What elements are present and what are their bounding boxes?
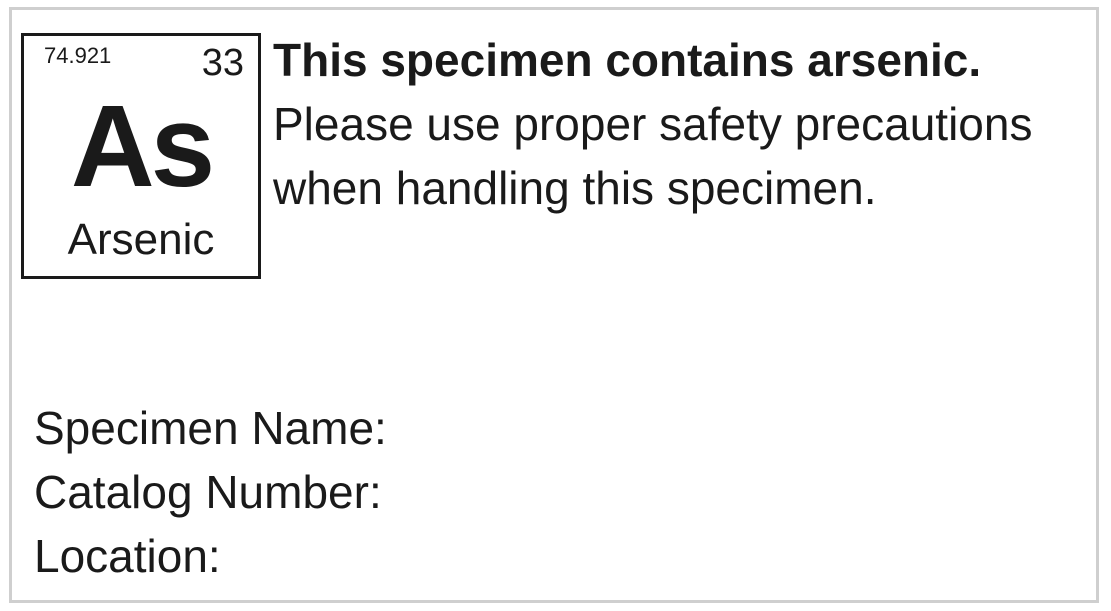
specimen-name-field-label: Specimen Name: [34, 402, 387, 454]
element-symbol: As [70, 81, 212, 211]
specimen-fields [34, 396, 387, 588]
warning-text-block [273, 28, 1093, 220]
periodic-element-tile [21, 33, 261, 279]
warning-headline: This specimen contains arsenic. [273, 34, 982, 86]
element-name: Arsenic [67, 215, 215, 264]
safety-instruction: Please use proper safety precautions when handling this specimen. [273, 98, 1033, 214]
catalog-number-field-label: Catalog Number: [34, 466, 382, 518]
atomic-mass: 74.921 [44, 43, 112, 68]
location-field-label: Location: [34, 530, 221, 582]
atomic-number: 33 [201, 42, 244, 84]
